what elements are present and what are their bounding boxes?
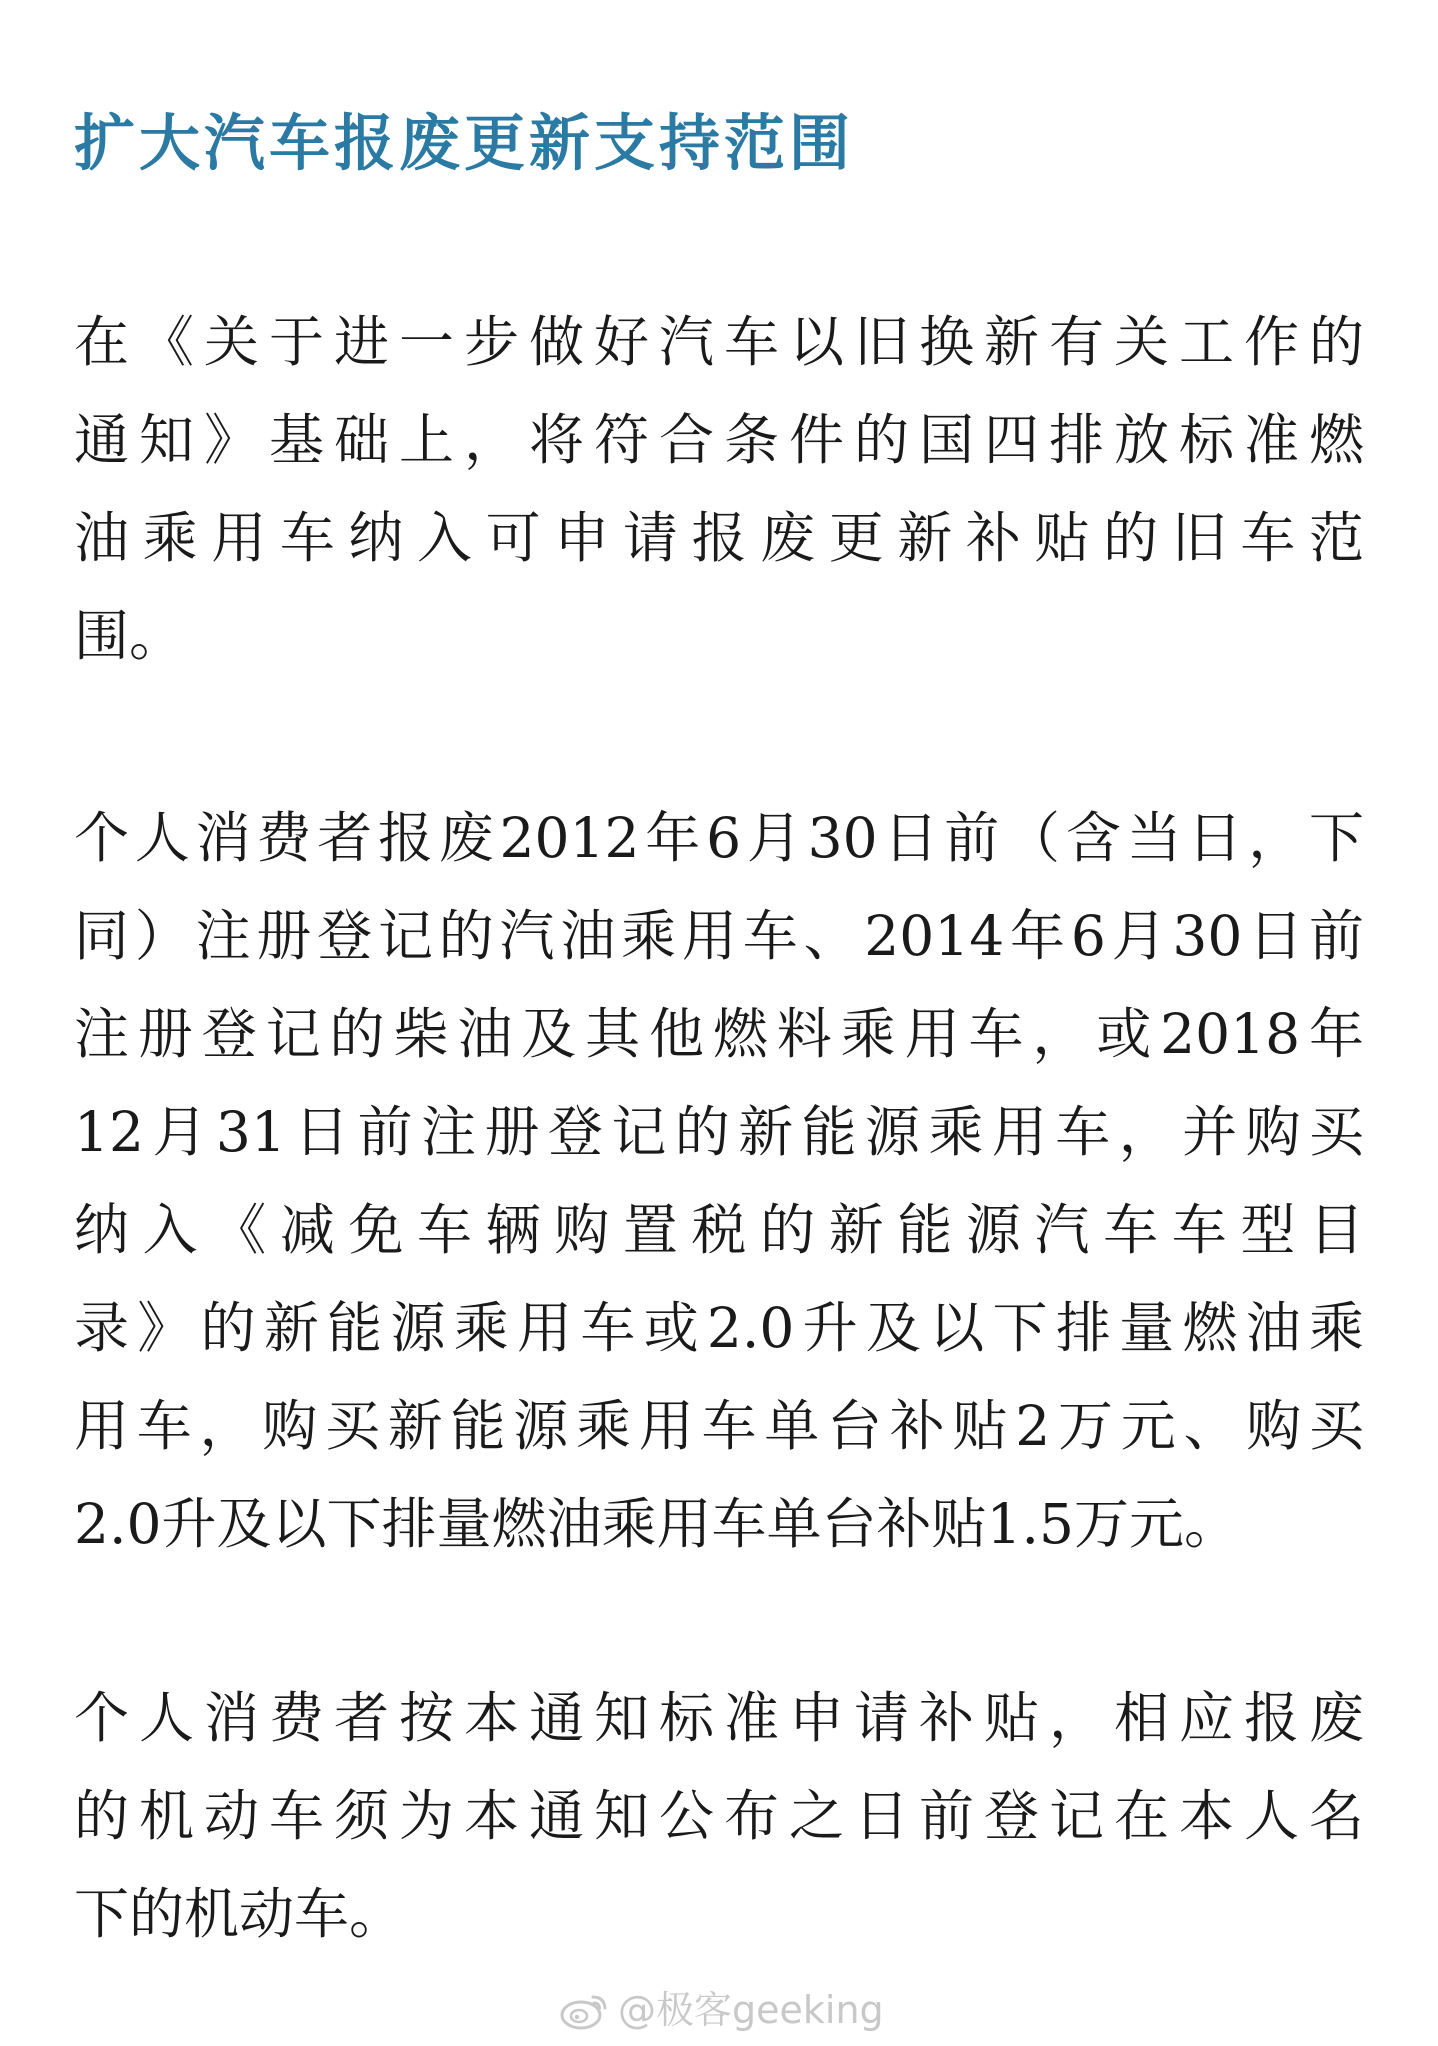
paragraph-line: 围。 <box>74 604 185 668</box>
article-heading: 扩大汽车报废更新支持范围 <box>74 108 855 179</box>
paragraph-line: 录》的新能源乘用车或2.0升及以下排量燃油乘 <box>74 1296 1364 1360</box>
paragraph-line: 12月31日前注册登记的新能源乘用车，并购买 <box>74 1100 1364 1164</box>
paragraph-line: 在《关于进一步做好汽车以旧换新有关工作的 <box>74 310 1364 374</box>
weibo-watermark <box>560 1988 884 2032</box>
paragraph-2 <box>74 789 1364 1573</box>
paragraph-line: 下的机动车。 <box>74 1882 405 1946</box>
paragraph-line: 油乘用车纳入可申请报废更新补贴的旧车范 <box>74 506 1364 570</box>
paragraph-1 <box>74 293 1364 685</box>
paragraph-line: 同）注册登记的汽油乘用车、2014年6月30日前 <box>74 904 1364 968</box>
paragraph-line: 的机动车须为本通知公布之日前登记在本人名 <box>74 1784 1364 1848</box>
paragraph-line: 通知》基础上，将符合条件的国四排放标准燃 <box>74 408 1364 472</box>
paragraph-line: 注册登记的柴油及其他燃料乘用车，或2018年 <box>74 1002 1364 1066</box>
paragraph-line: 用车，购买新能源乘用车单台补贴2万元、购买 <box>74 1394 1364 1458</box>
watermark-text: @极客geeking <box>618 1988 884 2032</box>
paragraph-line: 个人消费者报废2012年6月30日前（含当日，下 <box>74 806 1364 870</box>
paragraph-line: 纳入《减免车辆购置税的新能源汽车车型目 <box>74 1198 1364 1262</box>
paragraph-3 <box>74 1669 1364 1963</box>
weibo-icon <box>560 1989 610 2031</box>
paragraph-line: 2.0升及以下排量燃油乘用车单台补贴1.5万元。 <box>74 1492 1239 1556</box>
paragraph-line: 个人消费者按本通知标准申请补贴，相应报废 <box>74 1686 1364 1750</box>
